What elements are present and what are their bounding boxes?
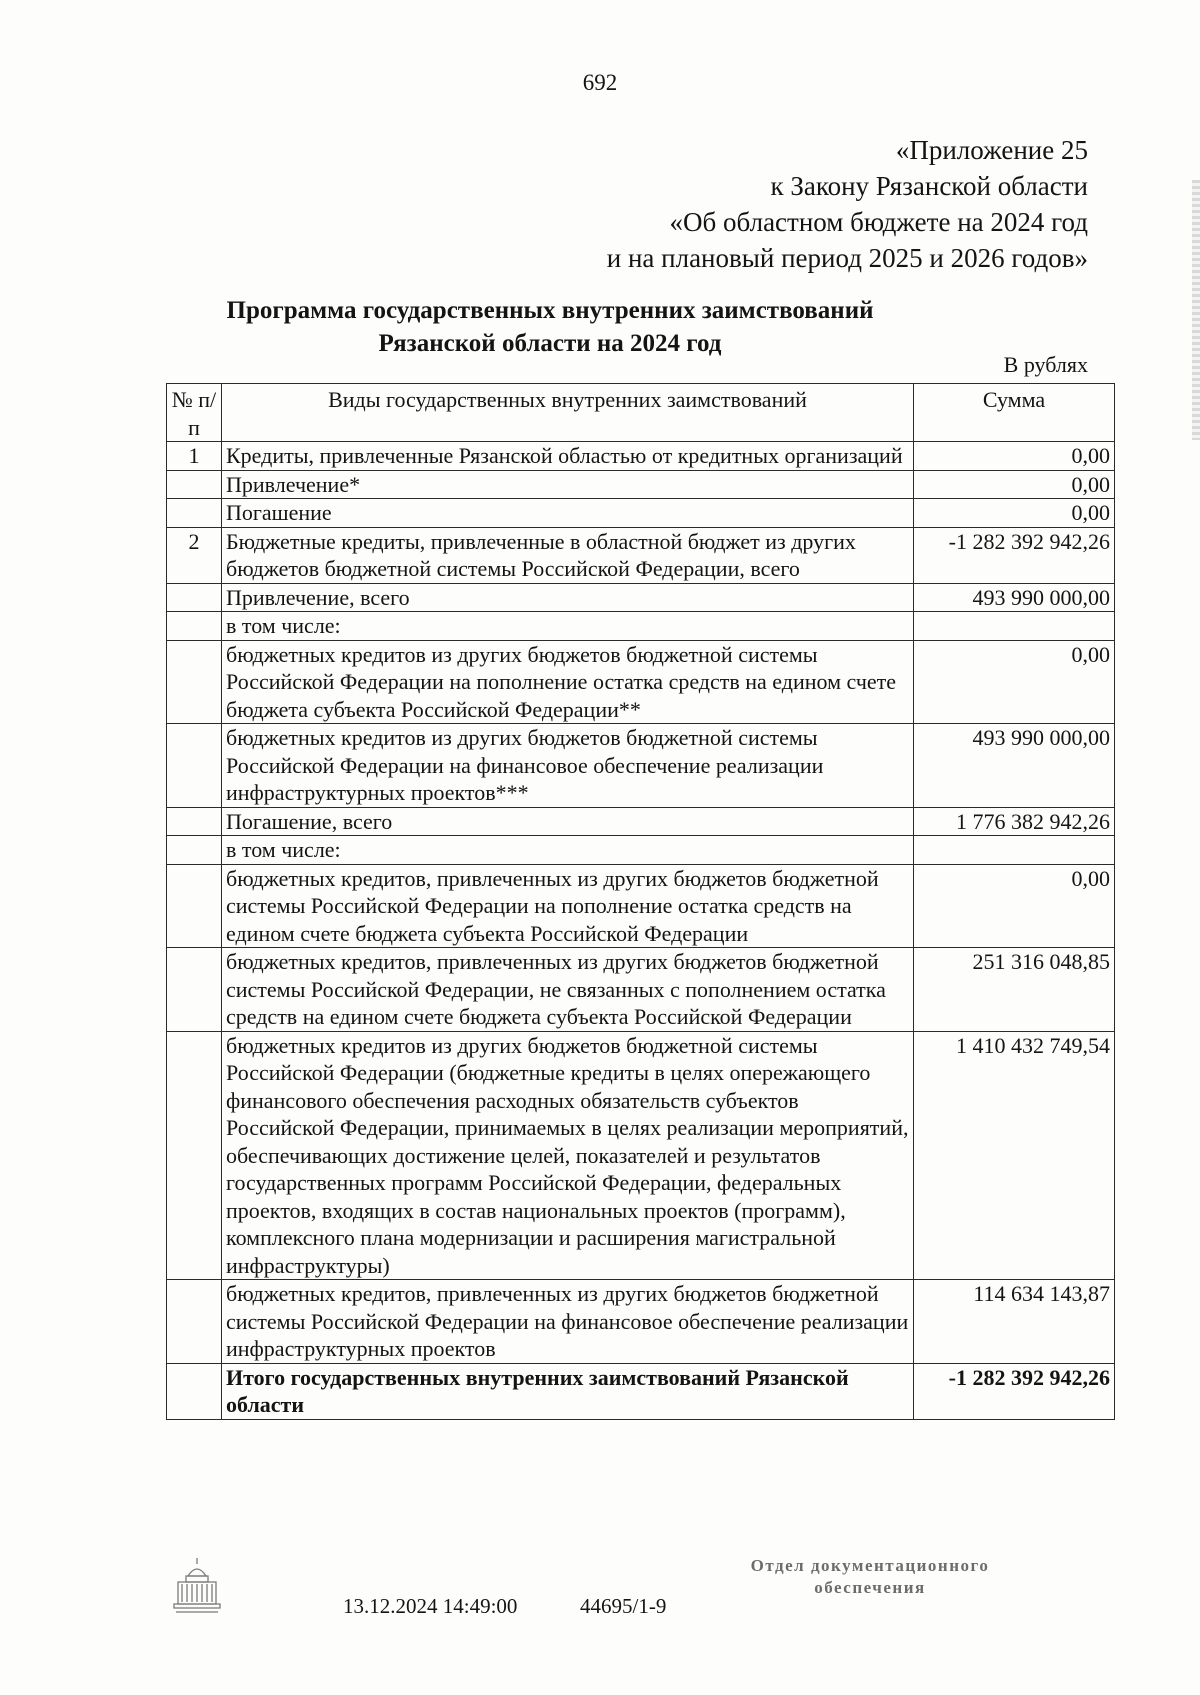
appendix-line-2: к Закону Рязанской области xyxy=(770,171,1088,201)
total-row xyxy=(167,1363,1115,1419)
document-title xyxy=(150,294,950,360)
row-num xyxy=(167,470,222,499)
row-num: 1 xyxy=(167,442,222,471)
row-amount: 0,00 xyxy=(914,864,1115,948)
row-num xyxy=(167,724,222,808)
row-description: бюджетных кредитов из других бюджетов бюджетной системы Российской Федерации на финансовое обеспечение реализации инфраструктурных проектов*** xyxy=(222,724,914,808)
table-row xyxy=(167,864,1115,948)
row-description: Привлечение* xyxy=(222,470,914,499)
row-amount: 0,00 xyxy=(914,499,1115,528)
row-description: Привлечение, всего xyxy=(222,583,914,612)
total-label: Итого государственных внутренних заимствований Рязанской области xyxy=(222,1363,914,1419)
row-num xyxy=(167,1280,222,1364)
row-description: Погашение, всего xyxy=(222,807,914,836)
table-row xyxy=(167,836,1115,865)
appendix-header xyxy=(607,132,1088,276)
table-header-row xyxy=(167,384,1115,442)
appendix-line-3: «Об областном бюджете на 2024 год xyxy=(669,207,1088,237)
row-amount: 493 990 000,00 xyxy=(914,583,1115,612)
title-line-1: Программа государственных внутренних заимствований xyxy=(226,297,874,324)
stamp-line-2: обеспечения xyxy=(814,1578,926,1597)
row-amount: 493 990 000,00 xyxy=(914,724,1115,808)
row-num xyxy=(167,583,222,612)
row-amount: 251 316 048,85 xyxy=(914,948,1115,1032)
table-row xyxy=(167,470,1115,499)
table-row xyxy=(167,527,1115,583)
row-amount: 1 776 382 942,26 xyxy=(914,807,1115,836)
table-row xyxy=(167,442,1115,471)
parliament-building-icon xyxy=(172,1556,222,1623)
row-description: бюджетных кредитов из других бюджетов бюджетной системы Российской Федерации (бюджетные кредиты в целях опережающего финансового обеспечения расходных обязательств субъектов Российской Федерации, принимаемых в целях реализации мероприятий, обеспечивающих достижение целей, показателей и результатов государственных программ Российской Федерации, федеральных проектов, входящих в состав национальных проектов (программ), комплексного плана модернизации и расширения магистральной инфраструктуры) xyxy=(222,1031,914,1280)
row-description: Погашение xyxy=(222,499,914,528)
scan-edge-mark xyxy=(1192,180,1200,440)
row-amount: -1 282 392 942,26 xyxy=(914,527,1115,583)
row-amount: 114 634 143,87 xyxy=(914,1280,1115,1364)
row-num xyxy=(167,640,222,724)
row-amount: 0,00 xyxy=(914,640,1115,724)
footer-datetime: 13.12.2024 14:49:00 xyxy=(343,1594,518,1618)
borrowings-table xyxy=(166,383,1115,1420)
table-row xyxy=(167,1031,1115,1280)
table-row xyxy=(167,640,1115,724)
table-row xyxy=(167,948,1115,1032)
footer-code: 44695/1-9 xyxy=(580,1594,667,1618)
total-amount: -1 282 392 942,26 xyxy=(914,1363,1115,1419)
row-num xyxy=(167,499,222,528)
total-num xyxy=(167,1363,222,1419)
row-num xyxy=(167,612,222,641)
row-amount xyxy=(914,612,1115,641)
title-line-2: Рязанской области на 2024 год xyxy=(378,330,722,357)
appendix-line-4: и на плановый период 2025 и 2026 годов» xyxy=(606,243,1088,273)
row-description: бюджетных кредитов, привлеченных из других бюджетов бюджетной системы Российской Федерации на финансовое обеспечение реализации инфраструктурных проектов xyxy=(222,1280,914,1364)
row-description: бюджетных кредитов, привлеченных из других бюджетов бюджетной системы Российской Федерации, не связанных с пополнением остатка средств на едином счете бюджета субъекта Российской Федерации xyxy=(222,948,914,1032)
row-num xyxy=(167,948,222,1032)
stamp-line-1: Отдел документационного xyxy=(750,1556,990,1575)
header-sum: Сумма xyxy=(914,384,1115,442)
table-body xyxy=(167,442,1115,1364)
row-description: Кредиты, привлеченные Рязанской областью от кредитных организаций xyxy=(222,442,914,471)
row-num: 2 xyxy=(167,527,222,583)
table-row xyxy=(167,583,1115,612)
table-row xyxy=(167,499,1115,528)
row-num xyxy=(167,836,222,865)
row-description: в том числе: xyxy=(222,612,914,641)
row-num xyxy=(167,864,222,948)
table-row xyxy=(167,807,1115,836)
header-type: Виды государственных внутренних заимствований xyxy=(222,384,914,442)
page-number: 692 xyxy=(582,70,618,95)
row-num xyxy=(167,1031,222,1280)
row-amount: 0,00 xyxy=(914,470,1115,499)
department-stamp xyxy=(700,1555,1040,1599)
row-amount: 0,00 xyxy=(914,442,1115,471)
appendix-line-1: «Приложение 25 xyxy=(895,135,1088,165)
row-num xyxy=(167,807,222,836)
table-row xyxy=(167,724,1115,808)
row-amount xyxy=(914,836,1115,865)
table-row xyxy=(167,1280,1115,1364)
row-amount: 1 410 432 749,54 xyxy=(914,1031,1115,1280)
row-description: бюджетных кредитов из других бюджетов бюджетной системы Российской Федерации на пополнение остатка средств на едином счете бюджета субъекта Российской Федерации** xyxy=(222,640,914,724)
row-description: бюджетных кредитов, привлеченных из других бюджетов бюджетной системы Российской Федерации на пополнение остатка средств на едином счете бюджета субъекта Российской Федерации xyxy=(222,864,914,948)
table-row xyxy=(167,612,1115,641)
units-label: В рублях xyxy=(1003,352,1088,377)
row-description: Бюджетные кредиты, привлеченные в областной бюджет из других бюджетов бюджетной системы Российской Федерации, всего xyxy=(222,527,914,583)
row-description: в том числе: xyxy=(222,836,914,865)
header-num: № п/п xyxy=(167,384,222,442)
